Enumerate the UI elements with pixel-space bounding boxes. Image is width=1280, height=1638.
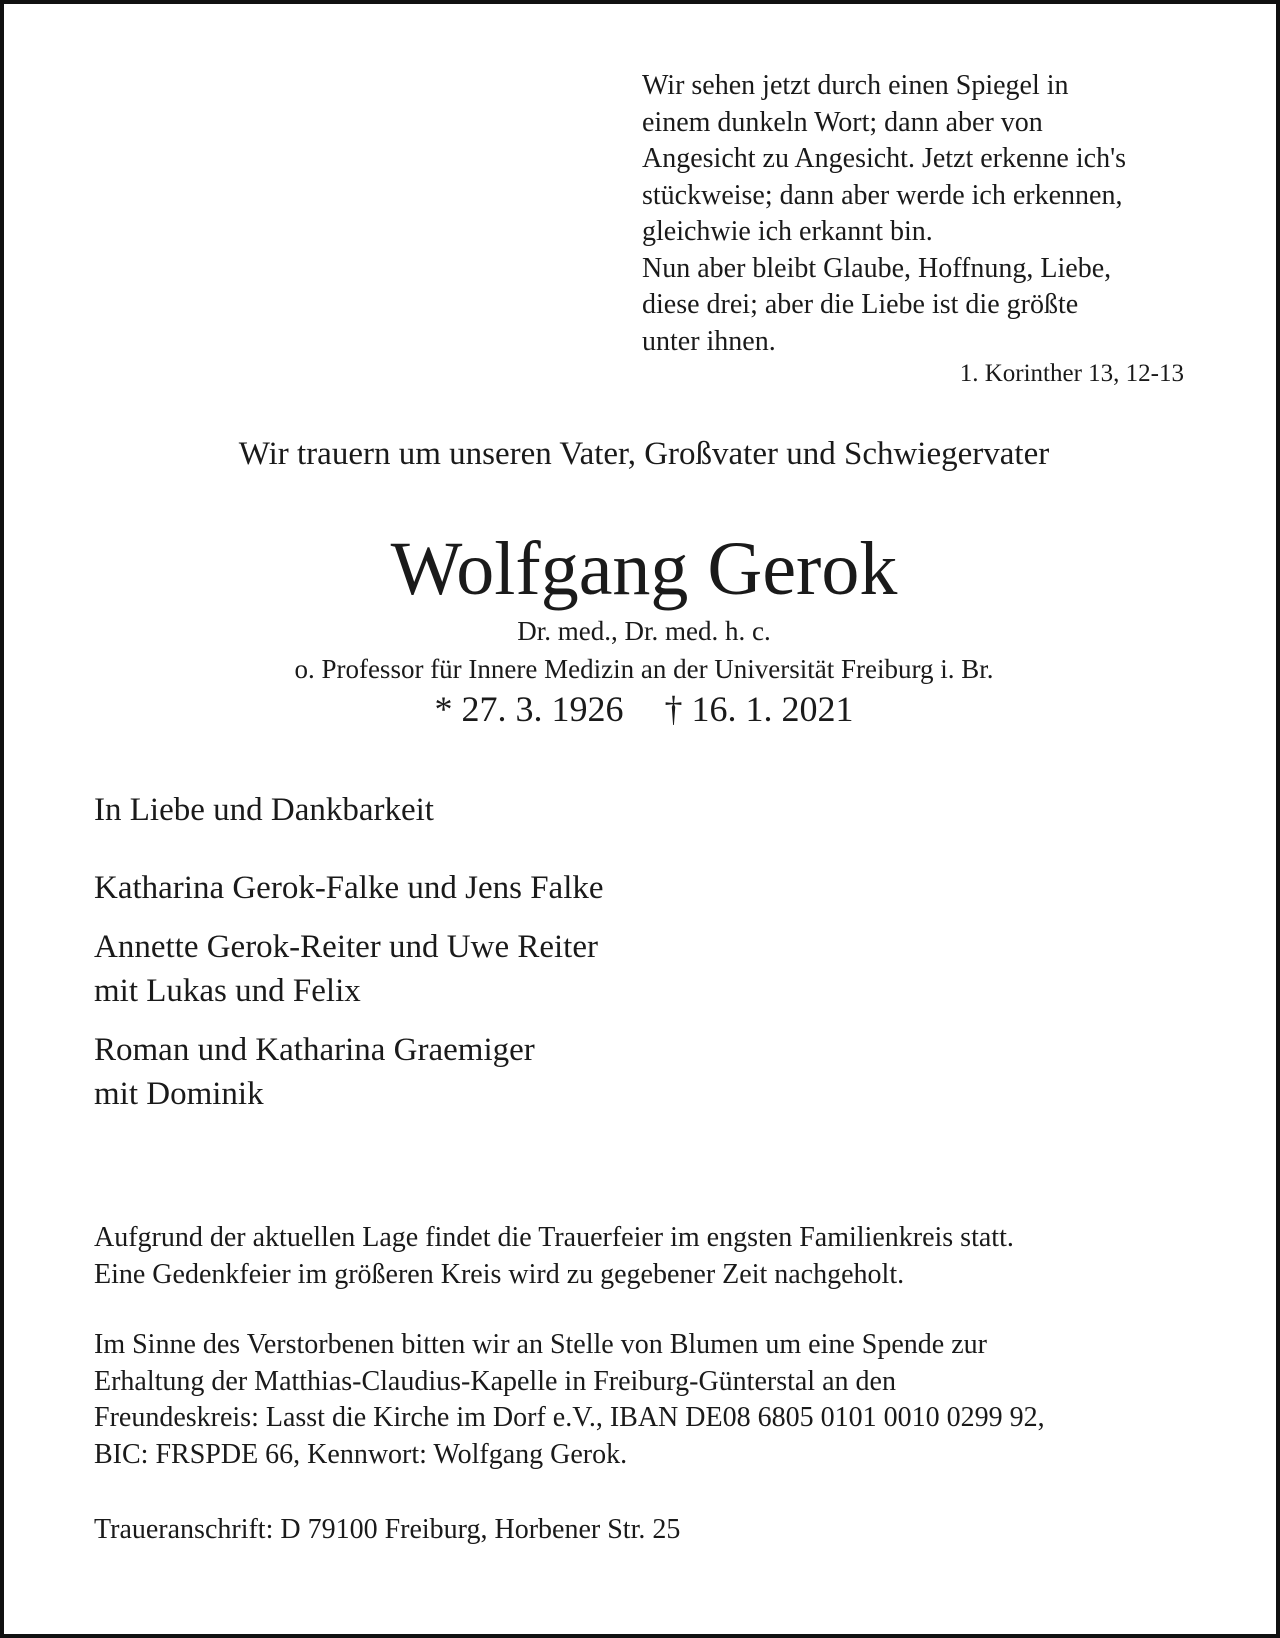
notice-line: BIC: FRSPDE 66, Kennwort: Wolfgang Gerok. bbox=[94, 1438, 628, 1470]
death-date: † 16. 1. 2021 bbox=[664, 689, 854, 729]
mourner-line: mit Lukas und Felix bbox=[94, 973, 361, 1009]
verse-line: Wir sehen jetzt durch einen Spiegel in bbox=[642, 70, 1069, 101]
notice-line: Aufgrund der aktuellen Lage findet die Trauerfeier im engsten Familienkreis statt. bbox=[94, 1222, 1014, 1253]
birth-date: * 27. 3. 1926 bbox=[434, 689, 624, 729]
deceased-degrees: Dr. med., Dr. med. h. c. bbox=[517, 616, 771, 646]
mourner-line: mit Dominik bbox=[94, 1076, 264, 1112]
notice-line: Erhaltung der Matthias-Claudius-Kapelle in Freiburg-Günterstal an den bbox=[94, 1365, 896, 1397]
verse-line: gleichwie ich erkannt bin. bbox=[642, 216, 933, 247]
deceased-position: o. Professor für Innere Medizin an der Universität Freiburg i. Br. bbox=[294, 654, 994, 684]
verse-line: stückweise; dann aber werde ich erkennen, bbox=[642, 179, 1123, 211]
mourner-line: Roman und Katharina Graemiger bbox=[94, 1032, 535, 1068]
deceased-titles bbox=[4, 612, 1280, 688]
deceased-name: Wolfgang Gerok bbox=[390, 527, 898, 611]
verse-line: diese drei; aber die Liebe ist die größte bbox=[642, 289, 1079, 320]
mourner-group bbox=[94, 866, 1214, 910]
mourner-group bbox=[94, 925, 1214, 1013]
mourner-line: Katharina Gerok-Falke und Jens Falke bbox=[94, 870, 604, 906]
bible-verse bbox=[642, 68, 1202, 360]
verse-line: Angesicht zu Angesicht. Jetzt erkenne ich's bbox=[642, 143, 1127, 174]
verse-line: Nun aber bleibt Glaube, Hoffnung, Liebe, bbox=[642, 252, 1112, 284]
mourning-intro: Wir trauern um unseren Vater, Großvater und Schwiegervater bbox=[238, 436, 1050, 472]
donation-notice bbox=[94, 1327, 1214, 1473]
verse-line: einem dunkeln Wort; dann aber von bbox=[642, 106, 1043, 138]
notice-line: Im Sinne des Verstorbenen bitten wir an Stelle von Blumen um eine Spende zur bbox=[94, 1329, 987, 1360]
life-dates bbox=[4, 688, 1280, 730]
mourner-line: Annette Gerok-Reiter und Uwe Reiter bbox=[94, 929, 598, 965]
notice-line: Eine Gedenkfeier im größeren Kreis wird zu gegebener Zeit nachgeholt. bbox=[94, 1258, 905, 1290]
mourners-list bbox=[94, 866, 1214, 1131]
greeting: In Liebe und Dankbarkeit bbox=[94, 792, 434, 828]
mourner-group bbox=[94, 1028, 1214, 1116]
ceremony-notice bbox=[94, 1220, 1214, 1293]
notice-line: Freundeskreis: Lasst die Kirche im Dorf e.V., IBAN DE08 6805 0101 0010 0299 92, bbox=[94, 1402, 1045, 1433]
mourning-address: Traueranschrift: D 79100 Freiburg, Horbener Str. 25 bbox=[94, 1514, 681, 1545]
verse-source: 1. Korinther 13, 12-13 bbox=[959, 360, 1184, 387]
verse-line: unter ihnen. bbox=[642, 325, 776, 357]
